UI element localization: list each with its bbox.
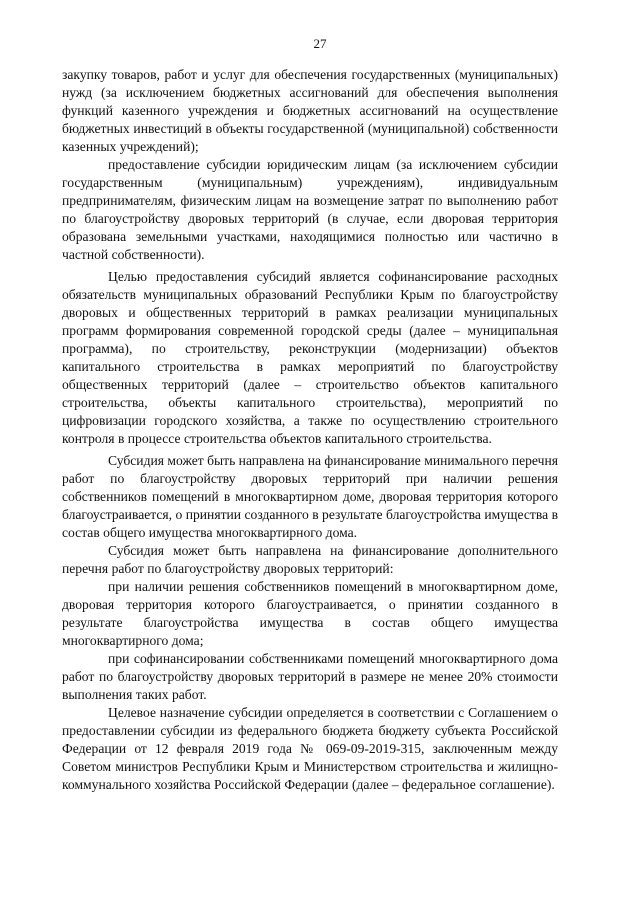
paragraph-minimum-works: Субсидия может быть направлена на финансирование минимального перечня работ по благоустройству дворовых территорий при наличии решения собственников помещений в многоквартирном доме, дворовая территория которого благоустраивается, о принятии созданного в результате благоустройства имущества в состав общего имущества многоквартирного дома. [62,453,558,540]
paragraph-subsidy-purpose: Целью предоставления субсидий является софинансирование расходных обязательств муниципальных образований Республики Крым по благоустройству дворовых и общественных территорий в рамках реализации муниципальных программ формирования современной городской среды (далее – муниципальная программа), по строительству, реконструкции (модернизации) объектов капитального строительства в рамках мероприятий по благоустройству общественных территорий (далее – строительство объектов капитального строительства, объекты капитального строительства), мероприятий по цифровизации городского хозяйства, а также по осуществлению строительного контроля в процессе строительства объектов капитального строительства. [62,269,558,446]
page-number: 27 [313,36,327,51]
paragraph-subsidy-legal-entities: предоставление субсидии юридическим лицам (за исключением субсидии государственным (муниципальным) учреждениям), индивидуальным предпринимателям, физическим лицам на возмещение затрат по выполнению работ по благоустройству дворовых территорий (в случае, если дворовая территория образована земельными участками, находящимися полностью или частично в частной собственности). [62,157,558,262]
paragraph-cofinancing: при софинансировании собственниками помещений многоквартирного дома работ по благоустройству дворовых территорий в размере не менее 20% стоимости выполнения таких работ. [62,651,558,702]
paragraph-federal-agreement: Целевое назначение субсидии определяется в соответствии с Соглашением о предоставлении субсидии из федерального бюджета бюджету субъекта Российской Федерации от 12 февраля 2019 года № 069-09-2019-315, заключенным между Советом министров Республики Крым и Министерством строительства и жилищно-коммунального хозяйства Российской Федерации (далее – федеральное соглашение). [62,705,558,792]
paragraph-procurement-continuation: закупку товаров, работ и услуг для обеспечения государственных (муниципальных) нужд (за исключением бюджетных ассигнований для обеспечения выполнения функций казенного учреждения и бюджетных ассигнований на осуществление бюджетных инвестиций в объекты государственной (муниципальной) собственности казенных учреждений); [62,67,558,154]
paragraph-owners-decision: при наличии решения собственников помещений в многоквартирном доме, дворовая территория которого благоустраивается, о принятии созданного в результате благоустройства имущества в состав общего имущества многоквартирного дома; [62,579,558,648]
document-body [62,66,558,794]
paragraph-additional-works-intro: Субсидия может быть направлена на финансирование дополнительного перечня работ по благоустройству дворовых территорий: [62,543,558,576]
